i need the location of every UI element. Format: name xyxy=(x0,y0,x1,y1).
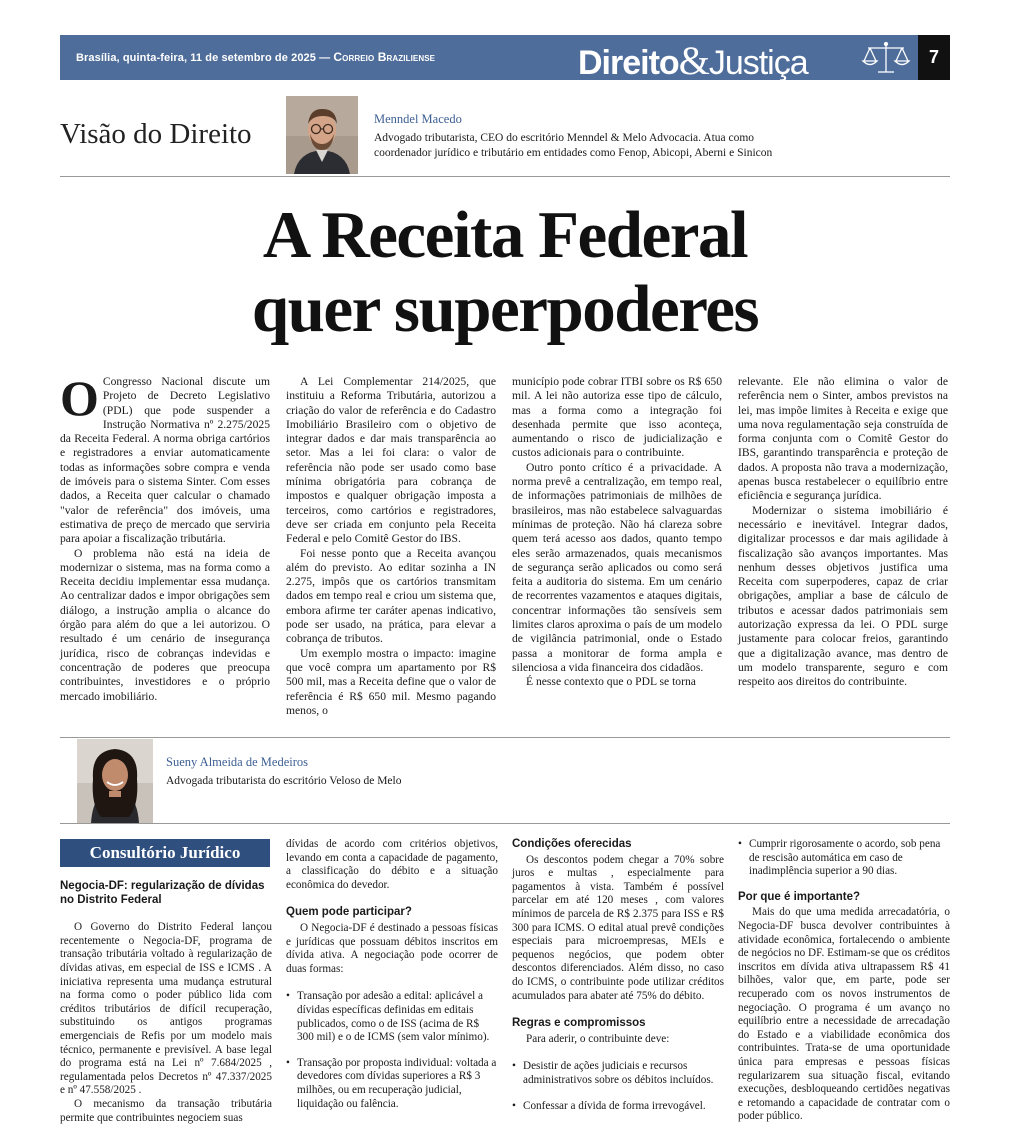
newspaper-brand: Correio Braziliense xyxy=(333,50,436,64)
list-item: • Transação por proposta individual: voltada a devedores com dívidas superiores a R$ 3 milhões, ou em recuperação judicial, liquidação ou falência. xyxy=(295,1057,498,1111)
masthead-date xyxy=(76,50,435,64)
author-name: Menndel Macedo xyxy=(374,112,462,126)
article-divider xyxy=(60,737,950,738)
consultorio-author-name: Sueny Almeida de Medeiros xyxy=(166,755,308,769)
author-photo-menndel xyxy=(286,96,358,174)
date-line: Brasília, quinta-feira, 11 de setembro de 2025 — xyxy=(76,52,331,64)
article-paragraph: O problema não está na ideia de modernizar o sistema, mas na forma como a Receita decidiu implementar essa mudança. Ao centralizar dados e impor obrigações sem diálogo, a instrução amplia o alcance do órgão para além do que a lei autorizou. O resultado é um cenário de insegurança jurídica, risco de cobranças indevidas e concentração de poderes que preocupa contribuintes, investidores e o próprio mercado imobiliário. xyxy=(60,546,270,703)
subheading-condicoes: Condições oferecidas xyxy=(512,838,632,850)
rules-list-continued xyxy=(738,838,950,879)
list-item: • Confessar a dívida de forma irrevogável. xyxy=(521,1100,724,1114)
article-column-4 xyxy=(738,375,948,690)
dropcap: O xyxy=(60,370,99,426)
consultorio-paragraph: O mecanismo da transação tributária permite que contribuintes negociem suas xyxy=(60,1097,272,1124)
article-headline xyxy=(60,198,950,346)
article-column-3 xyxy=(512,375,722,690)
list-item: • Desistir de ações judiciais e recursos administrativos sobre os débitos incluídos. xyxy=(521,1060,724,1087)
consultorio-divider xyxy=(60,823,950,824)
subheading-regras: Regras e compromissos xyxy=(512,1017,646,1030)
headline-line-1: A Receita Federal xyxy=(262,198,748,272)
article-paragraph: município pode cobrar ITBI sobre os R$ 650 mil. A lei não autoriza esse tipo de cálculo, mas a forma como a integração foi desenhada permite que isso aconteça, aumentando o risco de judicialização e custos adicionais para o contribuinte. xyxy=(512,375,722,460)
list-item: • Cumprir rigorosamente o acordo, sob pena de rescisão automática em caso de inadimplência superior a 90 dias. xyxy=(747,838,950,879)
header-divider xyxy=(60,176,950,177)
page-number: 7 xyxy=(918,35,950,80)
section-title-amp: & xyxy=(678,38,709,83)
consultorio-paragraph: O Negocia-DF é destinado a pessoas físicas e jurídicas que possuam débitos inscritos em dívida ativa. A negociação pode ocorrer de duas formas: xyxy=(286,921,498,975)
rules-list xyxy=(512,1060,724,1113)
article-column-2 xyxy=(286,375,496,718)
consultorio-paragraph: Para aderir, o contribuinte deve: xyxy=(526,1032,670,1045)
article-paragraph: É nesse contexto que o PDL se torna xyxy=(526,675,696,689)
subheading-por-que: Por que é importante? xyxy=(738,890,861,903)
eligibility-list xyxy=(286,990,498,1111)
article-paragraph: A Lei Complementar 214/2025, que instituiu a Reforma Tributária, autorizou a criação do valor de referência e do Cadastro Imobiliário Brasileiro com o objetivo de integrar dados e dar mais transparência ao setor. Mas a lei foi clara: o valor de referência não pode ser usado como base mínima obrigatória para cobrança de impostos e qualquer obrigação imposta a terceiros, como cartórios e registradores, deve ser criada em conjunto pela Receita Federal e pelo Comitê Gestor do IBS. xyxy=(286,375,496,546)
article-paragraph: Um exemplo mostra o impacto: imagine que você compra um apartamento por R$ 500 mil, mas a Receita define que o valor de referência é R$ 650 mil. Mesmo pagando menos, o xyxy=(286,646,496,717)
masthead-bar xyxy=(60,35,950,83)
consultorio-paragraph: Mais do que uma medida arrecadatória, o Negocia-DF busca devolver contribuintes à atividade econômica, fortalecendo o ambiente de negócios no DF. Estimam-se que os créditos inscritos em dívida ativa ultrapassem R$ 41 bilhões, valor que, em parte, pode ser recuperado com os novos instrumentos de negociação. O programa é um avanço no equilíbrio entre a necessidade de arrecadação do Estado e a viabilidade econômica dos contribuintes. Trata-se de uma oportunidade única para empresas e pessoas físicas regularizarem sua situação fiscal, evitando execuções, desbloqueando certidões negativas e retomando a capacidade de contratar com o poder público. xyxy=(738,906,950,1123)
article-paragraph: relevante. Ele não elimina o valor de referência nem o Sinter, ambos previstos na lei, mas impõe limites à Receita e exige que uma nova regulamentação seja construída de forma conjunta com o Comitê Gestor do IBS, garantindo transparência e proteção de dados. A proposta não trava a modernização, apenas busca restabelecer o equilíbrio entre eficiência e segurança jurídica. xyxy=(738,375,948,503)
section-title-direito: Direito xyxy=(578,44,679,82)
list-item: • Transação por adesão a edital: aplicável a dívidas específicas definidas em editais publicados, como o de ISS (acima de R$ 300 mil) e o de ICMS (sem valor mínimo). xyxy=(295,990,498,1044)
subheading-quem-pode: Quem pode participar? xyxy=(286,906,412,919)
headline-line-2: quer superpoderes xyxy=(251,272,759,346)
consultorio-column-4 xyxy=(738,838,950,1124)
article-column-1 xyxy=(60,370,270,704)
consultorio-author-bio: Advogada tributarista do escritório Veloso de Melo xyxy=(166,775,402,787)
section-title-justica: Justiça xyxy=(708,44,808,82)
consultorio-title: Negocia-DF: regularização de dívidas no Distrito Federal xyxy=(60,880,265,906)
article-paragraph: Modernizar o sistema imobiliário é necessário e inevitável. Integrar dados, digitalizar processos e dar mais agilidade à fiscalização são avanços importantes. Mas nenhum desses objetivos justifica uma Receita com superpoderes, capaz de criar obrigações, ampliar a base de cálculo de tributos e acessar dados patrimoniais sem autorização expressa da lei. O PDL surge justamente para colocar freios, garantindo que a digitalização avance, mas dentro de um modelo transparente, seguro e com respeito aos direitos do contribuinte. xyxy=(738,503,948,689)
consultorio-box-title: Consultório Jurídico xyxy=(60,839,270,867)
article-paragraph: Outro ponto crítico é a privacidade. A norma prevê a centralização, em tempo real, de informações patrimoniais de milhões de brasileiros, mas não estabelece salvaguardas mínimas de proteção. Não há clareza sobre quem terá acesso aos dados, quanto tempo eles serão armazenados, quais mecanismos de segurança serão aplicados ou como será feita a auditoria do sistema. Em um cenário de recorrentes vazamentos e ataques digitais, concentrar informações tão sensíveis sem limites claros aproxima o país de um modelo de vigilância patrimonial, onde o Estado passa a monitorar de forma ampla e silenciosa a vida financeira dos cidadãos. xyxy=(512,460,722,674)
paragraph-text: Congresso Nacional discute um Projeto de Decreto Legislativo (PDL) que pode suspender a Instrução Normativa nº 2.275/2025 da Receita Federal. A norma obriga cartórios e registradores a enviar automaticamente todas as informações sobre compra e venda de imóveis para o sistema Sinter. Com esses dados, a Receita quer calcular o chamado "valor de referência" dos imóveis, uma estimativa de preço de mercado que serviria para apoiar a fiscalização tributária. xyxy=(60,375,270,546)
scales-icon xyxy=(860,41,912,75)
consultorio-paragraph: Os descontos podem chegar a 70% sobre juros e multas , especialmente para pagamentos à vista. Também é possível parcelar em até 120 meses , com valores mínimos de parcela de R$ 2.375 para ISS e R$ 300 para ICMS. O edital atual prevê condições especiais para microempresas, MEIs e pequenos negócios, que podem obter descontos diferenciados. Além disso, no caso do ICMS, o contribuinte pode utilizar créditos acumulados para abater até 75% do débito. xyxy=(512,853,724,1002)
consultorio-column-3 xyxy=(512,838,724,1125)
article-paragraph: Foi nesse ponto que a Receita avançou além do previsto. Ao editar sozinha a IN 2.275, impôs que os cartórios transmitam dados em tempo real e criou um sistema que, embora afirme ter caráter apenas indicativo, pode ser usado, na prática, para elevar a cobrança de tributos. xyxy=(286,546,496,646)
section-title xyxy=(578,37,808,84)
consultorio-paragraph: dívidas de acordo com critérios objetivos, levando em conta a capacidade de pagamento, a classificação do débito e a situação econômica do devedor. xyxy=(286,838,498,891)
article-paragraph xyxy=(60,370,270,547)
consultorio-column-2 xyxy=(286,838,498,1123)
consultorio-paragraph: O Governo do Distrito Federal lançou recentemente o Negocia-DF, programa de transação tributária voltado à regularização de dívidas ativas, em especial de ISS e ICMS . A iniciativa representa uma mudança estrutural na forma como o poder público lida com créditos tributários de difícil recuperação, substituindo os antigos programas emergenciais de Refis por um modelo mais técnico, permanente e previsível. A base legal do programa está na Lei nº 7.684/2025 , regulamentada pelos Decretos nº 47.337/2025 e nº 47.558/2025 . xyxy=(60,921,272,1097)
author-photo-sueny xyxy=(77,739,153,823)
consultorio-column-1 xyxy=(60,880,272,1125)
column-section-label: Visão do Direito xyxy=(60,118,252,150)
author-bio: Advogado tributarista, CEO do escritório Menndel & Melo Advocacia. Atua como coordenador jurídico e tributário em entidades como Fenop, Abicopi, Aberni e Sinicon xyxy=(374,132,773,159)
